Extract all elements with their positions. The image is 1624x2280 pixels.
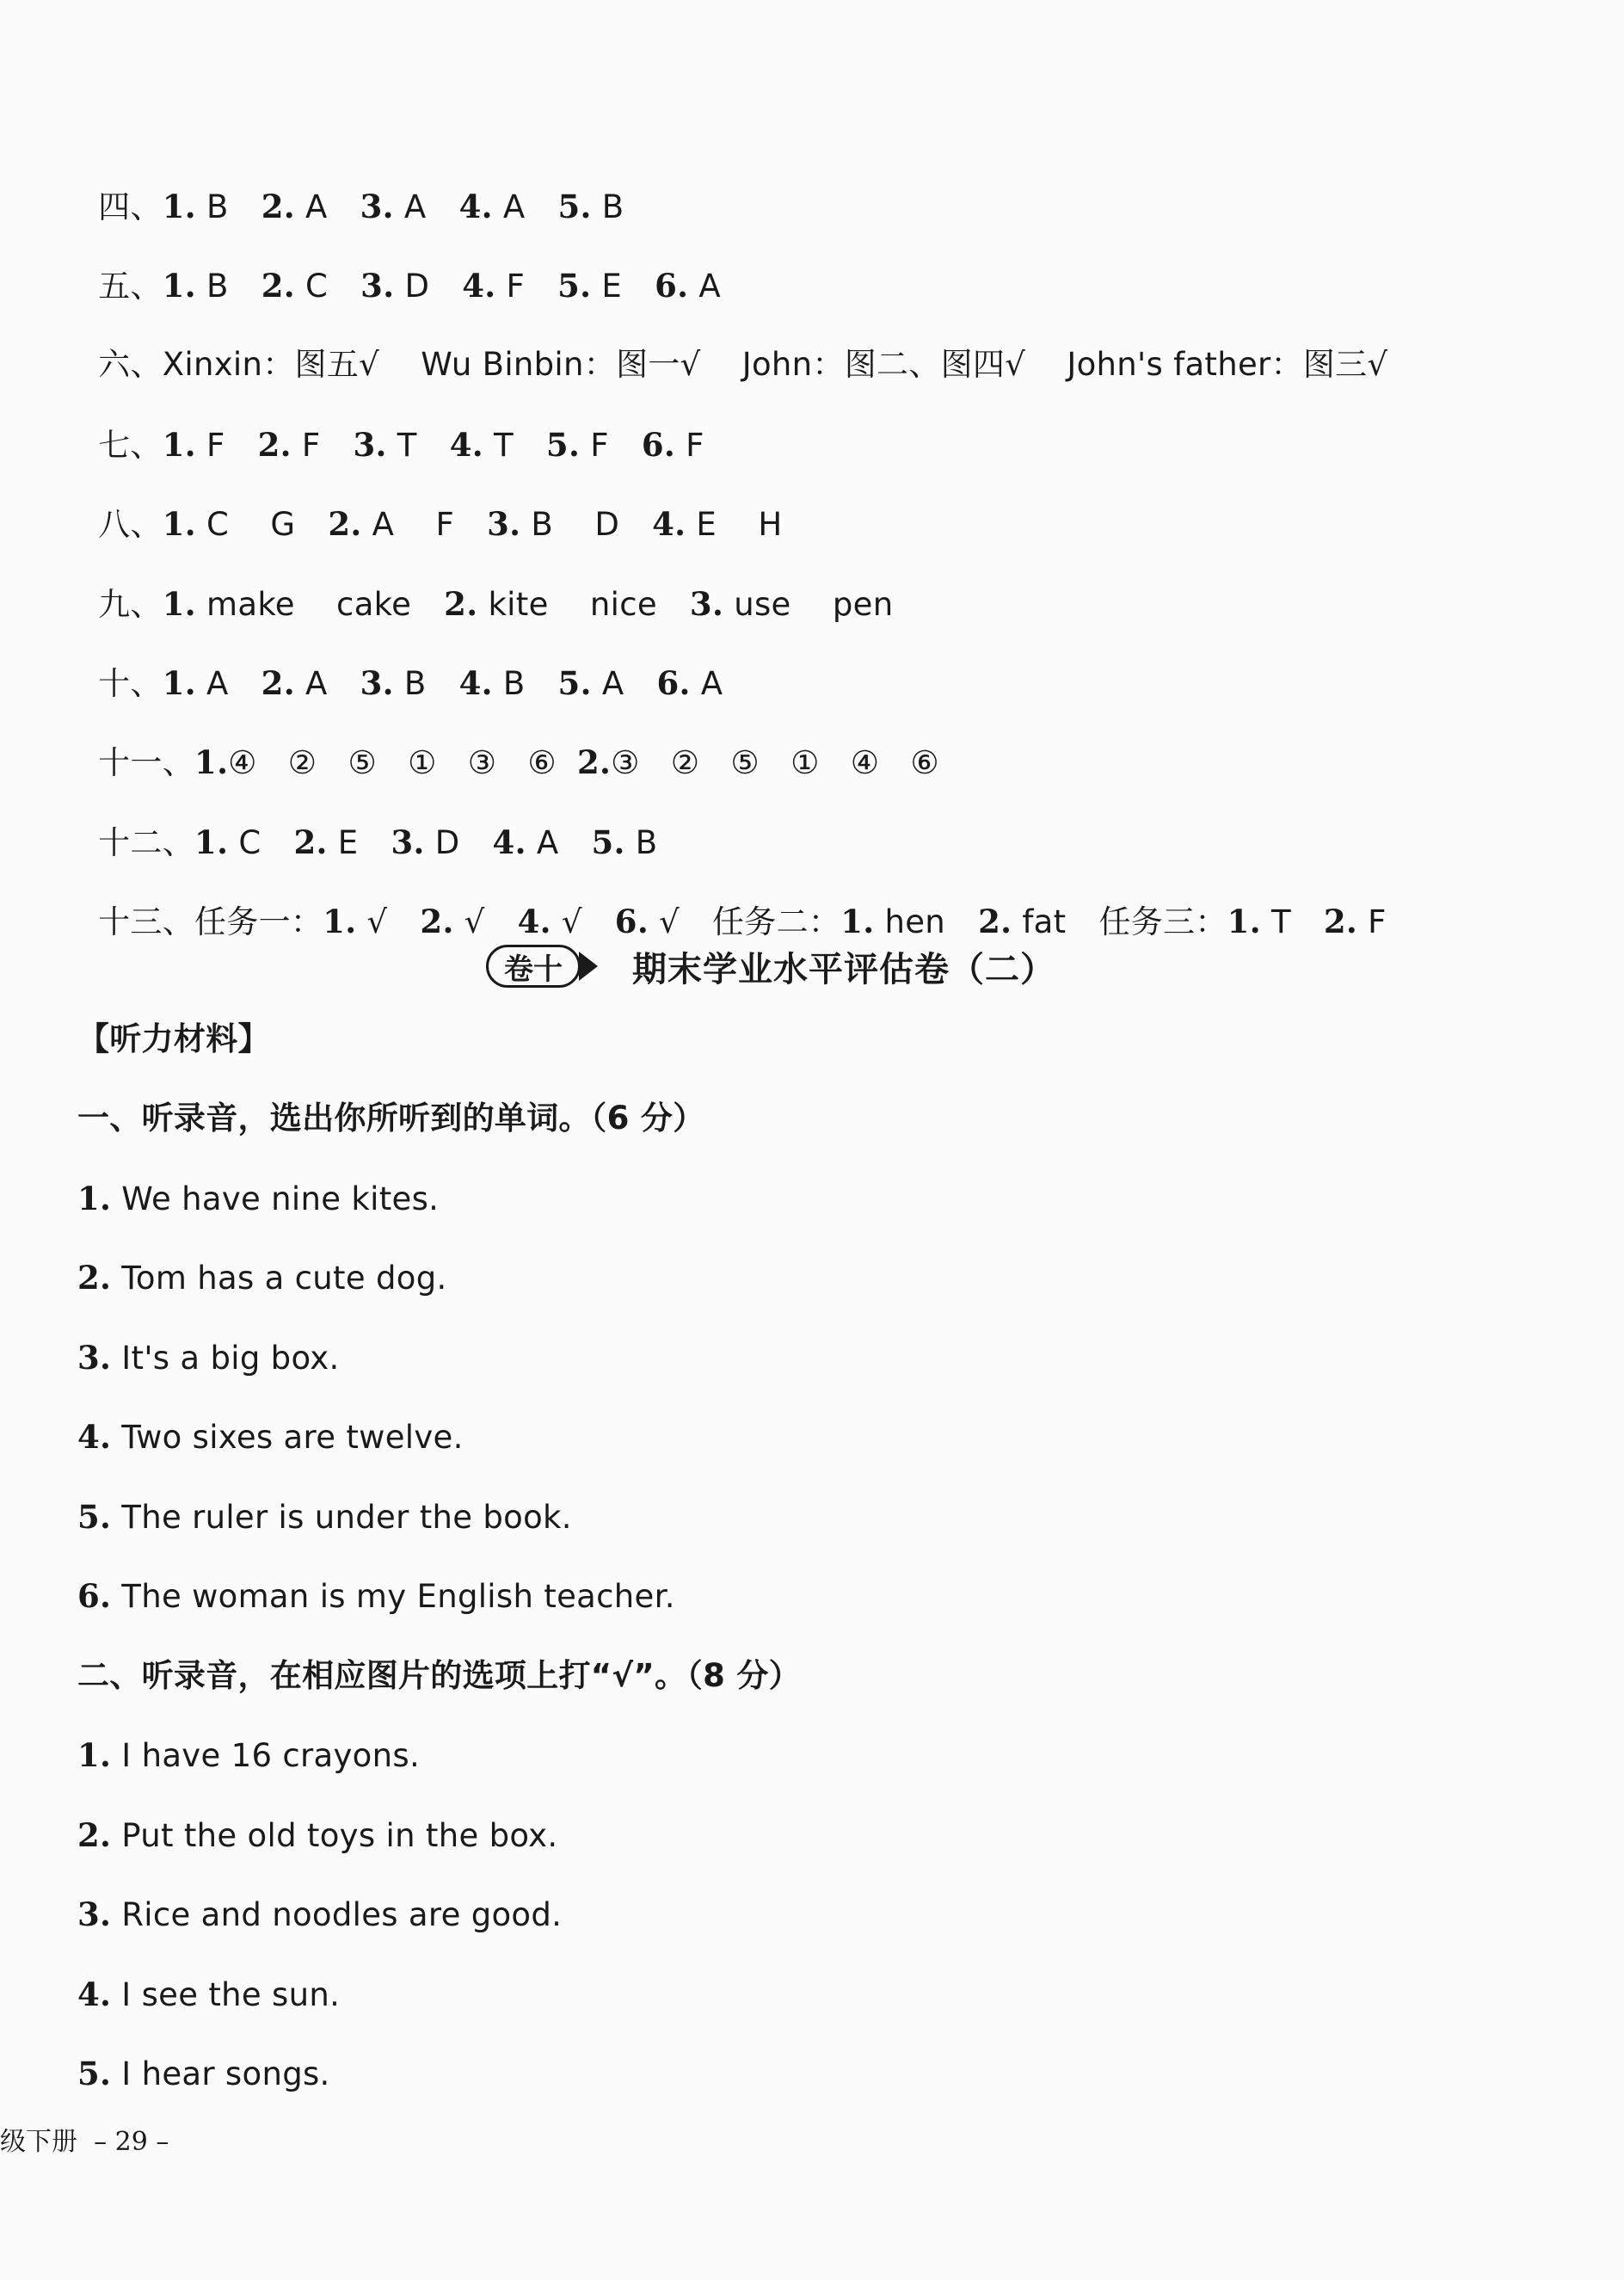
answer-row-8: 八、1. C G 2. A F 3. B D 4. E H <box>98 505 783 543</box>
page-footer: 级下册 – 29 – <box>0 2127 169 2157</box>
part2-item: 3. Rice and noodles are good. <box>77 1895 563 1933</box>
answer-row-7: 七、1. F 2. F 3. T 4. T 5. F 6. F <box>98 426 704 464</box>
part1-heading: 一、听录音，选出你所听到的单词。（6 分） <box>77 1100 705 1137</box>
exam-tag: 卷十 <box>486 945 581 988</box>
part1-item: 6. The woman is my English teacher. <box>77 1577 675 1615</box>
part1-item: 4. Two sixes are twelve. <box>77 1418 464 1456</box>
answer-row-5: 五、1. B 2. C 3. D 4. F 5. E 6. A <box>98 267 722 305</box>
part1-item: 2. Tom has a cute dog. <box>77 1259 447 1297</box>
answer-row-6: 六、Xinxin：图五√ Wu Binbin：图一√ John：图二、图四√ John's father：图三√ <box>98 346 1388 383</box>
part2-item: 2. Put the old toys in the box. <box>77 1816 558 1854</box>
exam-title-row <box>486 936 1055 996</box>
part1-item: 5. The ruler is under the book. <box>77 1498 572 1536</box>
answer-row-10: 十、1. A 2. A 3. B 4. B 5. A 6. A <box>98 664 723 702</box>
answer-row-9: 九、1. make cake 2. kite nice 3. use pen <box>98 585 894 623</box>
answer-row-11: 十一、1.④ ② ⑤ ① ③ ⑥ 2.③ ② ⑤ ① ④ ⑥ <box>98 743 939 781</box>
answer-row-12: 十二、1. C 2. E 3. D 4. A 5. B <box>98 823 658 861</box>
part1-item: 1. We have nine kites. <box>77 1180 440 1217</box>
part2-heading: 二、听录音，在相应图片的选项上打“√”。（8 分） <box>77 1657 801 1694</box>
exam-title: 期末学业水平评估卷（二） <box>632 948 1055 989</box>
play-arrow-icon <box>579 952 598 981</box>
answer-row-4: 四、1. B 2. A 3. A 4. A 5. B <box>98 188 624 225</box>
answer-row-13: 十三、任务一：1. √ 2. √ 4. √ 6. √ 任务二：1. hen 2. fat 任务三：1. T 2. F <box>98 903 1387 940</box>
part2-item: 5. I hear songs. <box>77 2055 330 2092</box>
part2-item: 1. I have 16 crayons. <box>77 1736 421 1774</box>
part2-item: 4. I see the sun. <box>77 1975 341 2013</box>
listening-heading: 【听力材料】 <box>77 1020 270 1057</box>
part1-item: 3. It's a big box. <box>77 1339 340 1377</box>
